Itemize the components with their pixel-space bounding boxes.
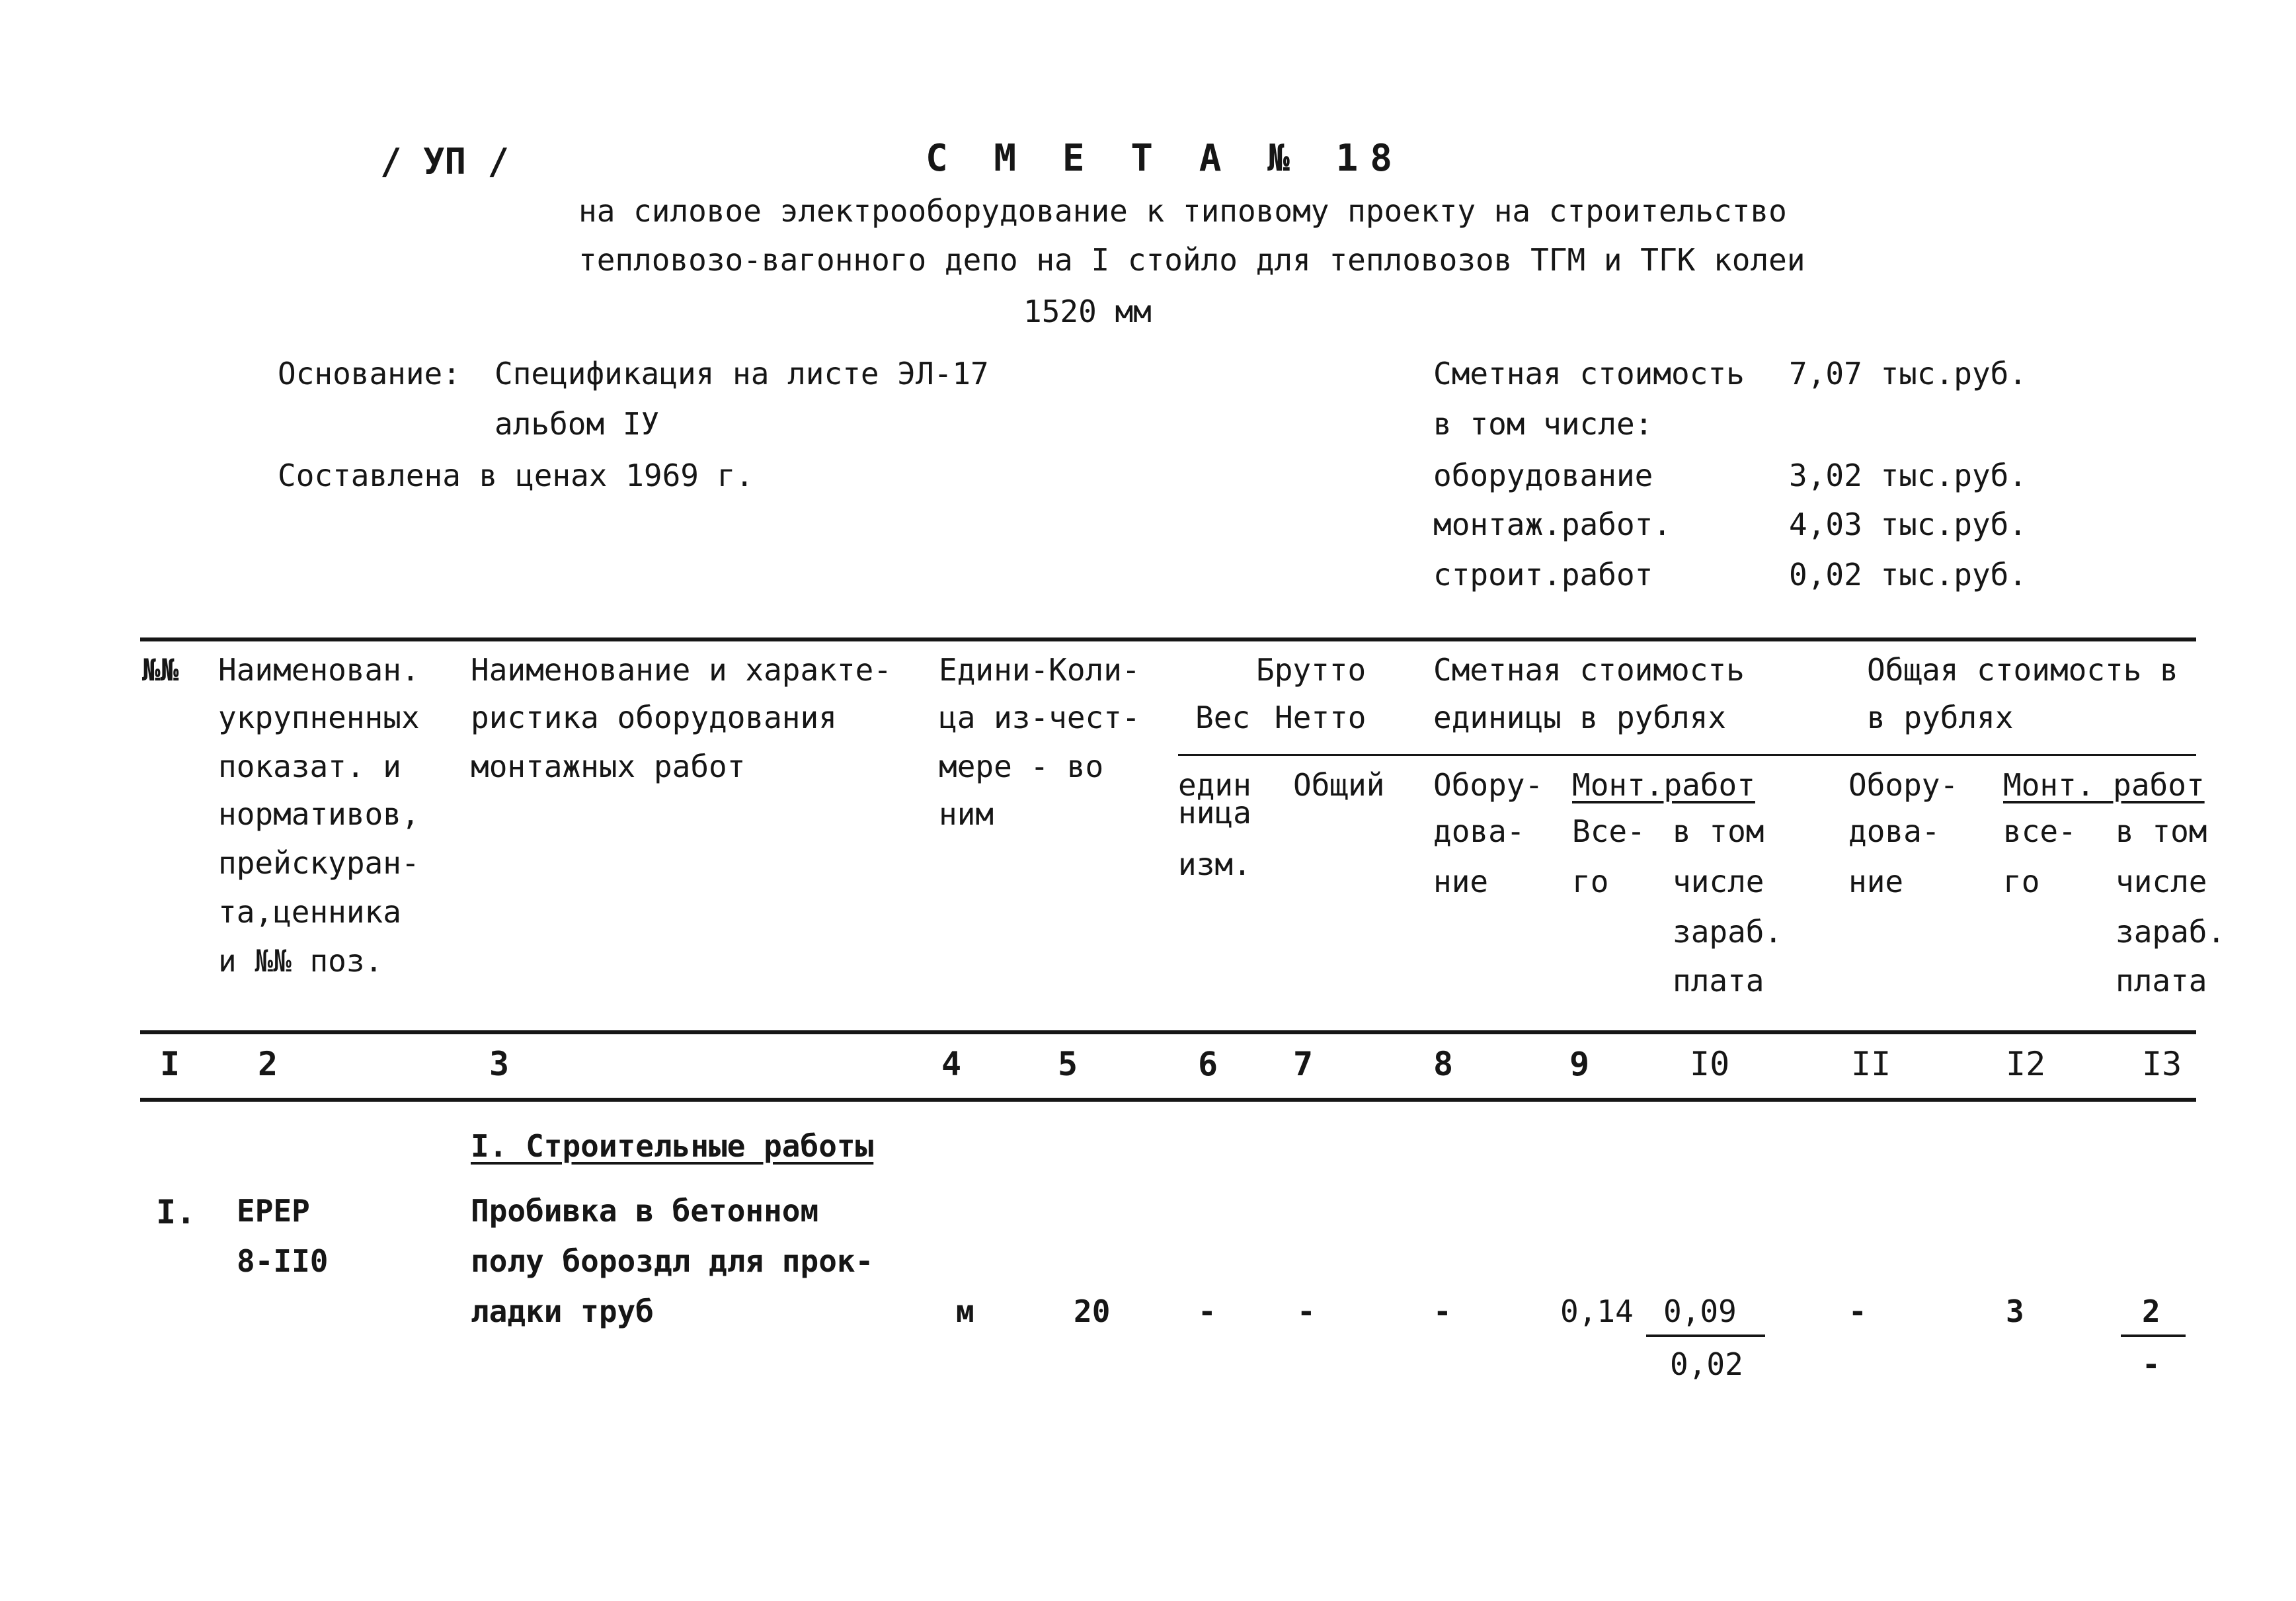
colnum-13: I3	[2142, 1045, 2182, 1083]
unit-install-header: Монт.работ	[1572, 767, 1755, 803]
fraction-rule	[1646, 1334, 1765, 1337]
row-unit-wage-bottom: 0,02	[1670, 1346, 1743, 1382]
row-description-line-1: Пробивка в бетонном	[471, 1193, 819, 1229]
row-total-install: 3	[2006, 1293, 2024, 1329]
colnum-11: II	[1851, 1045, 1891, 1083]
price-basis: Составлена в ценах 1969 г.	[278, 458, 754, 493]
row-unit: м	[956, 1293, 974, 1329]
total-cost-value: 7,07 тыс.руб.	[1789, 356, 2028, 391]
total-install-header: Монт. работ	[2003, 767, 2205, 803]
col-weight-total-header: Общий	[1293, 767, 1385, 803]
section-title: I. Строительные работы	[471, 1128, 874, 1164]
row-unit-install-total: 0,14	[1560, 1293, 1634, 1329]
equipment-cost-value: 3,02 тыс.руб.	[1789, 458, 2028, 493]
table-top-rule	[140, 637, 2196, 641]
row-number: I.	[156, 1193, 196, 1231]
row-weight-total: -	[1297, 1293, 1316, 1329]
colnum-4: 4	[941, 1045, 962, 1083]
total-cost-label: Сметная стоимость	[1433, 356, 1745, 391]
row-unit-wage-top: 0,09	[1663, 1293, 1737, 1329]
equipment-cost-label: оборудование	[1433, 458, 1653, 493]
header-bottom-rule	[140, 1030, 2196, 1034]
colnum-7: 7	[1293, 1045, 1314, 1083]
colnum-8: 8	[1433, 1045, 1454, 1083]
construction-cost-value: 0,02 тыс.руб.	[1789, 557, 2028, 593]
row-total-wage-top: 2	[2142, 1293, 2160, 1329]
brutto-header: Брутто	[1256, 652, 1366, 688]
colnum-10: I0	[1690, 1045, 1730, 1083]
colnum-5: 5	[1058, 1045, 1078, 1083]
row-description-line-2: полу бороздл для прок-	[471, 1243, 874, 1279]
row-description-line-3: ладки труб	[471, 1293, 654, 1329]
basis-album: альбом IУ	[495, 406, 660, 442]
page-mark: / УП /	[380, 141, 510, 183]
colnum-9: 9	[1569, 1045, 1590, 1083]
col-number-header: №№	[142, 652, 179, 688]
including-label: в том числе:	[1433, 406, 1653, 442]
basis-label: Основание:	[278, 356, 461, 391]
row-code-line-1: ЕРЕР	[237, 1193, 310, 1229]
fraction-rule-2	[2121, 1334, 2186, 1337]
construction-cost-label: строит.работ	[1433, 557, 1653, 593]
row-total-wage-bottom: -	[2142, 1346, 2160, 1382]
netto-header: Нетто	[1275, 700, 1366, 735]
subtitle-line-1: на силовое электрооборудование к типовому проекту на строительство	[578, 193, 1787, 229]
colnum-1: I	[160, 1045, 180, 1083]
subtitle-line-3: 1520 мм	[1023, 294, 1152, 329]
cost-sub-rule	[1433, 754, 2196, 756]
row-total-equipment: -	[1848, 1293, 1867, 1329]
colnum-12: I2	[2006, 1045, 2046, 1083]
weight-header: Вес	[1195, 700, 1251, 735]
basis-spec: Спецификация на листе ЭЛ-17	[495, 356, 989, 391]
row-code-line-2: 8-II0	[237, 1243, 329, 1279]
row-weight-unit: -	[1198, 1293, 1216, 1329]
subtitle-line-2: тепловозо-вагонного депо на I стойло для тепловозов ТГМ и ТГК колеи	[578, 242, 1805, 278]
column-number-rule	[140, 1098, 2196, 1102]
row-unit-equipment: -	[1433, 1293, 1452, 1329]
colnum-2: 2	[258, 1045, 278, 1083]
colnum-3: 3	[489, 1045, 510, 1083]
colnum-6: 6	[1198, 1045, 1218, 1083]
install-cost-value: 4,03 тыс.руб.	[1789, 507, 2028, 542]
document-title: С М Е Т А № 18	[926, 137, 1405, 180]
install-cost-label: монтаж.работ.	[1433, 507, 1672, 542]
row-quantity: 20	[1074, 1293, 1111, 1329]
